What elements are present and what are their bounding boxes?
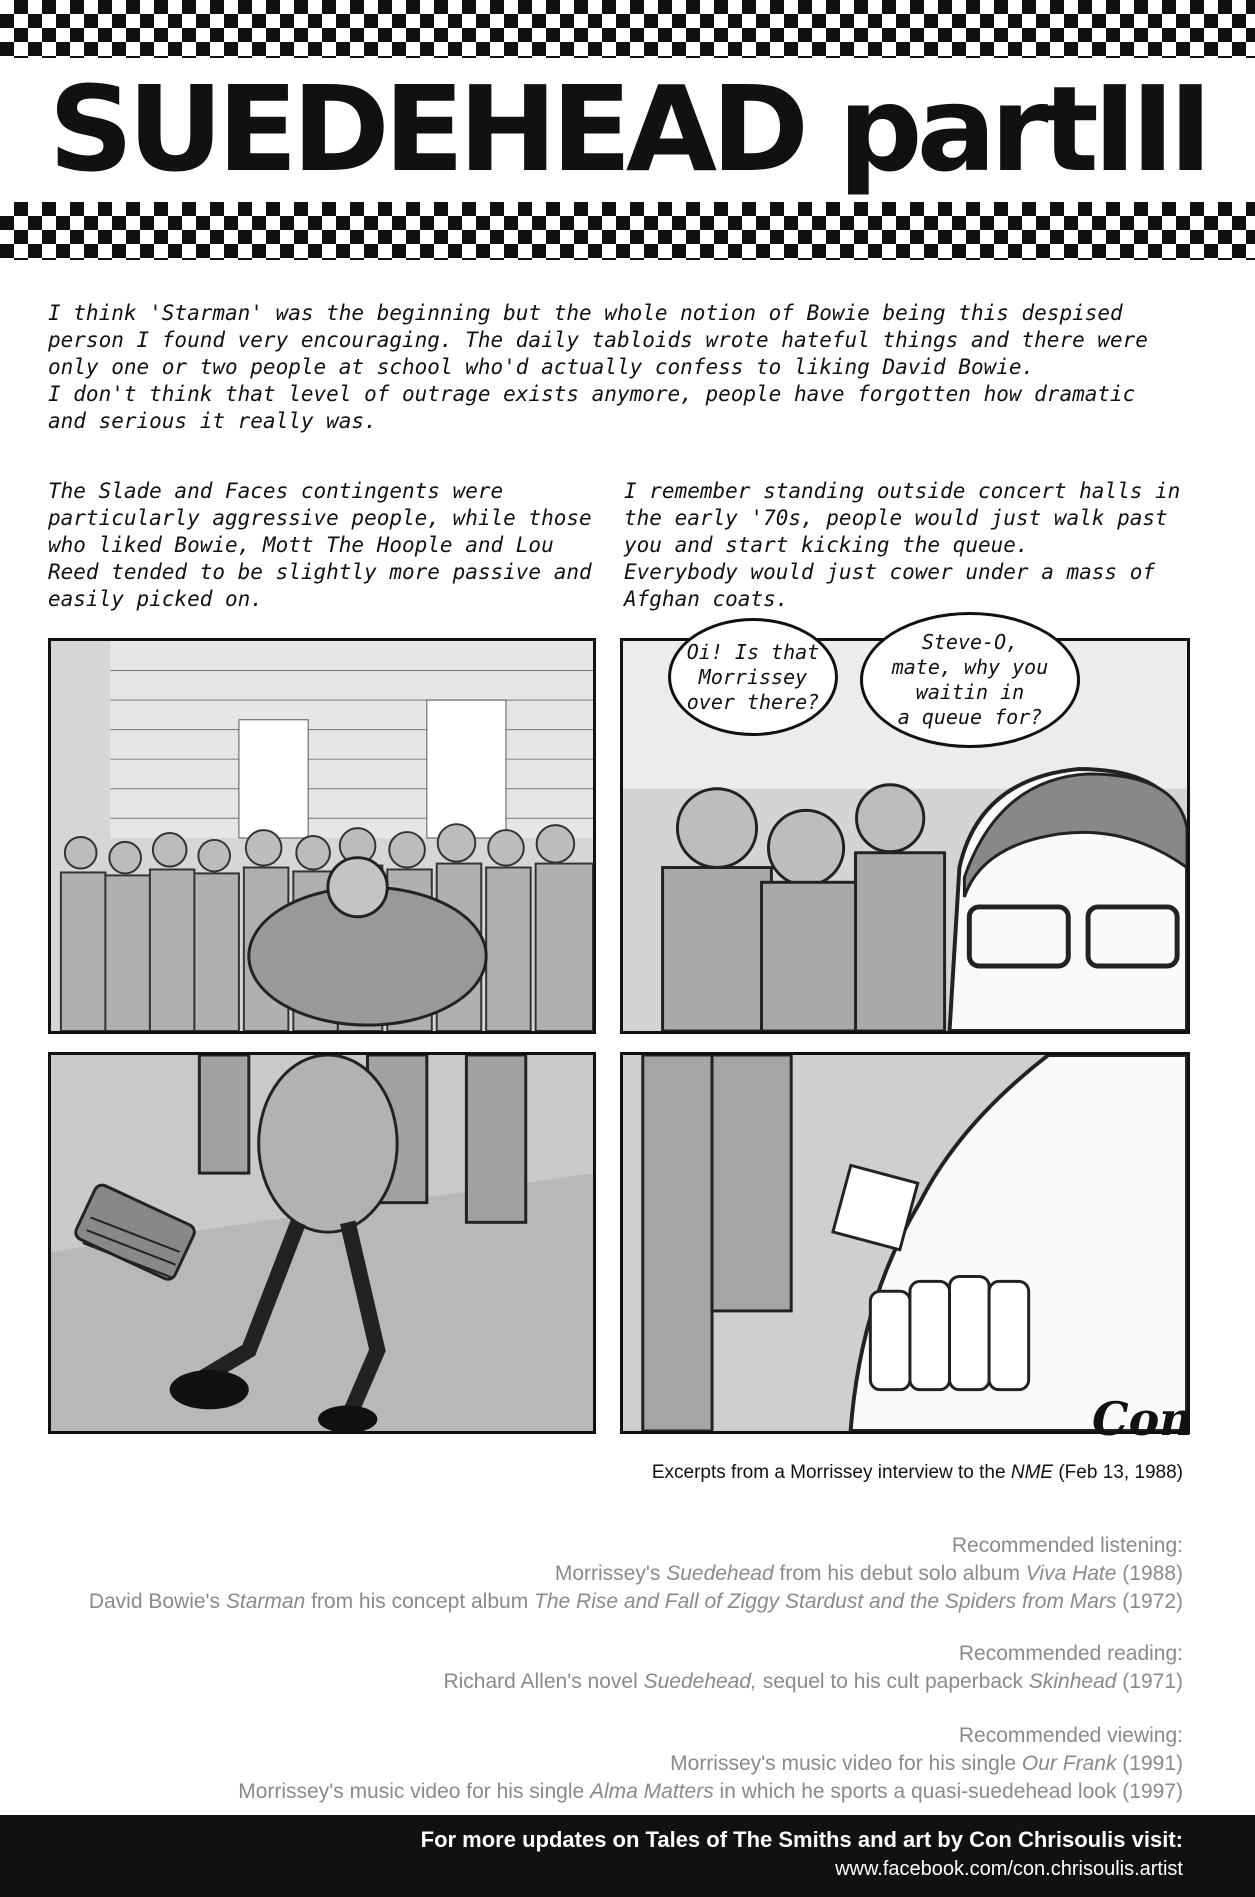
speech-bubble-right [860, 612, 1080, 748]
column-right-paragraph-1: I remember standing outside concert halls in the early '70s, people would just walk past you and start kicking the queue. [624, 479, 1181, 557]
recommended-reading-heading: Recommended reading: [958, 1642, 1183, 1665]
kick-illustration [51, 1055, 593, 1431]
interview-caption: Excerpts from a Morrissey interview to the NME (Feb 13, 1988) [651, 1462, 1183, 1483]
checker-border-top [0, 0, 1255, 58]
intro-paragraph-1: I think 'Starman' was the beginning but the whole notion of Bowie being this despised person I found very encouraging. The daily tabloids wrote hateful things and there were only one or two people at school who'd actually confess to liking David Bowie. [48, 301, 1148, 379]
footer-text: For more updates on Tales of The Smiths and art by Con Chrisoulis visit: [420, 1827, 1183, 1852]
footer-link[interactable]: www.facebook.com/con.chrisoulis.artist [835, 1858, 1183, 1880]
page-title: SUEDEHEAD partIII [48, 60, 1207, 198]
recommended-viewing-heading: Recommended viewing: [958, 1724, 1183, 1747]
speech-bubble-right-text: Steve-O, mate, why you waitin in a queue for? [891, 630, 1049, 729]
recommended-listening-heading: Recommended listening: [951, 1534, 1183, 1557]
reading-item-1: Richard Allen's novel Suedehead, sequel to his cult paperback Skinhead (1971) [443, 1670, 1183, 1693]
recommended-viewing [238, 1722, 1183, 1806]
recommended-reading [443, 1640, 1183, 1696]
footer-bar [0, 1815, 1255, 1897]
artist-signature: Con [1092, 1392, 1193, 1446]
intro-paragraph-2: I don't think that level of outrage exists anymore, people have forgotten how dramatic and serious it really was. [48, 382, 1136, 433]
checker-border-bottom [0, 202, 1255, 260]
closeup-illustration [623, 1055, 1187, 1431]
comic-panel-closeup [620, 1052, 1190, 1434]
column-left-text: The Slade and Faces contingents were particularly aggressive people, while those who liked Bowie, Mott The Hoople and Lou Reed tended to be slightly more passive and easily picked on. [48, 479, 592, 611]
comic-panel-kick [48, 1052, 596, 1434]
viewing-item-1: Morrissey's music video for his single Our Frank (1991) [670, 1752, 1183, 1775]
column-right-paragraph-2: Everybody would just cower under a mass of Afghan coats. [624, 560, 1156, 611]
recommended-listening [89, 1532, 1183, 1616]
viewing-item-2: Morrissey's music video for his single Alma Matters in which he sports a quasi-suedehead look (1997) [238, 1780, 1183, 1803]
column-right-text [624, 478, 1184, 613]
publication-name: NME [1010, 1462, 1054, 1483]
listening-item-2: David Bowie's Starman from his concept album The Rise and Fall of Ziggy Stardust and the Spiders from Mars (1972) [88, 1590, 1183, 1613]
crowd-illustration [51, 641, 593, 1031]
speech-bubble-left-text: Oi! Is that Morrissey over there? [686, 639, 820, 714]
intro-text [48, 300, 1178, 435]
listening-item-1: Morrissey's Suedehead from his debut solo album Viva Hate (1988) [554, 1562, 1183, 1585]
speech-bubble-left [668, 618, 838, 736]
comic-panel-crowd [48, 638, 596, 1034]
